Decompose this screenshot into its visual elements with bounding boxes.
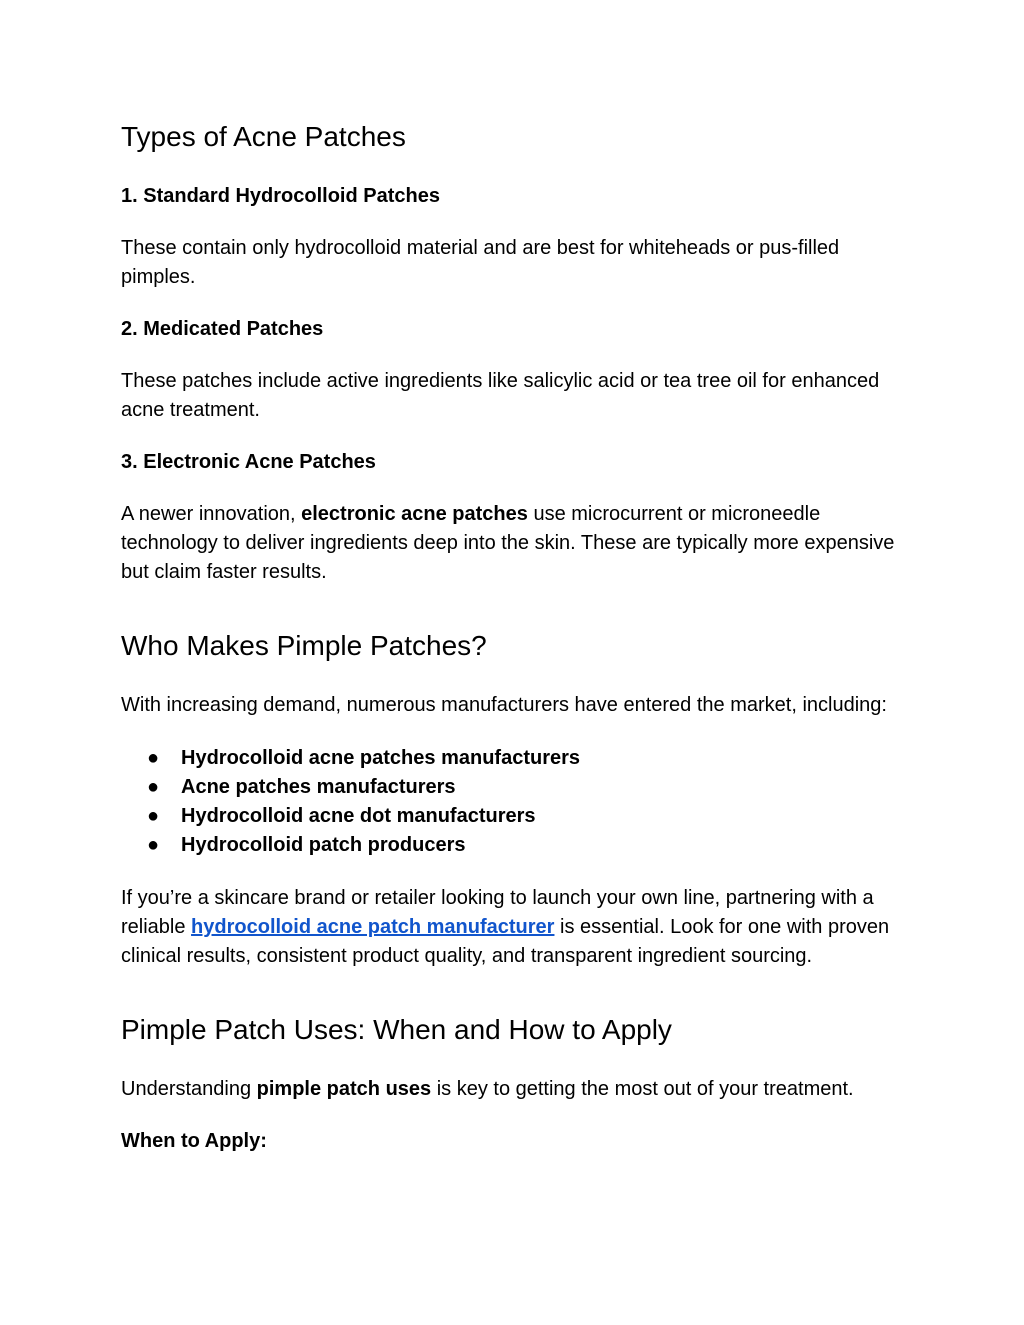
paragraph-uses-intro	[121, 1075, 911, 1104]
list-item	[121, 802, 911, 831]
paragraph-standard-hydrocolloid: These contain only hydrocolloid material and are best for whiteheads or pus-filled pimples.	[121, 237, 840, 288]
paragraph-electronic-patches	[121, 500, 911, 587]
subheading-when-to-apply: When to Apply:	[121, 1130, 267, 1152]
text-fragment: is key to getting the most out of your treatment.	[431, 1078, 854, 1100]
text-fragment: Understanding	[121, 1078, 257, 1100]
list-item	[121, 773, 911, 802]
bullet-icon: ●	[147, 747, 160, 769]
text-fragment: use microcurrent or microneedle technology to deliver ingredients deep into the skin. These are typically more expensive but claim faster results.	[121, 503, 895, 583]
subheading-medicated-patches: 2. Medicated Patches	[121, 318, 324, 340]
list-item-label: Hydrocolloid acne patches manufacturers	[181, 747, 581, 769]
heading-types-of-acne-patches: Types of Acne Patches	[121, 121, 406, 152]
document-content	[121, 118, 911, 1155]
paragraph-manufacturer-advice	[121, 884, 911, 971]
manufacturer-link[interactable]: hydrocolloid acne patch manufacturer	[191, 916, 555, 938]
bullet-icon: ●	[147, 834, 160, 856]
list-item	[121, 831, 911, 860]
paragraph-manufacturers-intro: With increasing demand, numerous manufacturers have entered the market, including:	[121, 694, 887, 716]
list-item-label: Acne patches manufacturers	[181, 776, 456, 798]
bullet-icon: ●	[147, 776, 160, 798]
heading-pimple-patch-uses: Pimple Patch Uses: When and How to Apply	[121, 1014, 672, 1045]
manufacturers-list	[121, 744, 911, 860]
heading-who-makes-pimple-patches: Who Makes Pimple Patches?	[121, 630, 487, 661]
paragraph-medicated-patches: These patches include active ingredients like salicylic acid or tea tree oil for enhanced acne treatment.	[121, 370, 880, 421]
text-fragment: If you’re a skincare brand or retailer looking to launch your own line, partnering with a reliable	[121, 887, 874, 938]
subheading-standard-hydrocolloid: 1. Standard Hydrocolloid Patches	[121, 185, 440, 207]
bullet-icon: ●	[147, 805, 160, 827]
list-item-label: Hydrocolloid patch producers	[181, 834, 466, 856]
bold-term-electronic-acne-patches: electronic acne patches	[301, 503, 528, 525]
bold-term-pimple-patch-uses: pimple patch uses	[256, 1078, 432, 1100]
subheading-electronic-patches: 3. Electronic Acne Patches	[121, 451, 376, 473]
list-item	[121, 744, 911, 773]
list-item-label: Hydrocolloid acne dot manufacturers	[181, 805, 536, 827]
text-fragment: A newer innovation,	[121, 503, 302, 525]
text-fragment: is essential. Look for one with proven clinical results, consistent product quality, and transparent ingredient sourcing.	[121, 916, 890, 967]
